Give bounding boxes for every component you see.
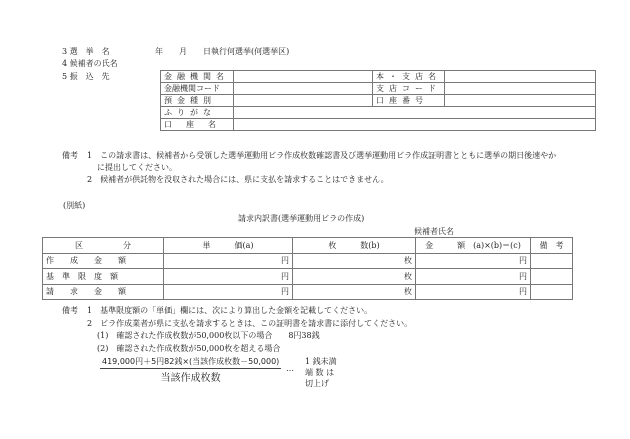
detail-table [42,237,573,300]
bank-table [160,70,596,131]
furigana-field[interactable] [234,107,596,119]
transfer-label: 5 振 込 先 [62,72,110,81]
remarks-cell[interactable] [531,284,573,300]
account-name-field[interactable] [234,119,596,131]
bank-name-field[interactable] [234,71,373,83]
bank-name-label: 金融機関名 [161,71,234,83]
remarks-cell[interactable] [531,253,573,269]
amount-cell[interactable]: 円 [416,253,531,269]
header-count: 枚 数(b) [293,238,416,254]
rounding-note-3: 切上げ [305,379,329,388]
bank-code-label: 金融機関コード [161,83,234,95]
account-number-label: 口座番号 [373,95,445,107]
case-1: (1) 確認された作成枚数が50,000枚以下の場合 8円38銭 [97,331,320,340]
count-cell[interactable]: 枚 [293,253,416,269]
note2-2: 2 ビラ作成業者が県に支払を請求するときは、この証明書を請求書に添付してください。 [87,319,413,328]
notes-head: 備考 [62,151,78,160]
amount-cell[interactable]: 円 [416,269,531,285]
header-category: 区 分 [43,238,164,254]
table-row [43,253,573,269]
table-row [43,284,573,300]
deposit-type-field[interactable] [234,95,373,107]
furigana-label: ふりがな [161,107,234,119]
attachment-label: (別紙) [63,201,86,210]
formula-numerator: 419,000円＋5円82銭×(当該作成枚数－50,000) [100,356,281,369]
bank-code-field[interactable] [234,83,373,95]
formula-ellipsis: … [286,364,294,373]
row-label: 請 求 金 額 [43,284,164,300]
note-1: 1 この請求書は、候補者から受領した選挙運動用ビラ作成枚数確認書及び選挙運動用ビラ作成証明書とともに選挙の期日後速やか [87,151,557,160]
header-remarks: 備 考 [531,238,573,254]
formula-denominator: 当該作成枚数 [160,373,221,384]
amount-cell[interactable]: 円 [416,284,531,300]
notes2-head: 備考 [62,306,78,315]
election-value: 年 月 日執行何選挙(何選挙区) [155,47,290,56]
account-name-label: 口座名 [161,119,234,131]
rounding-note-2: 端 数 は [305,368,335,377]
header-unit-price: 単 価(a) [164,238,293,254]
branch-name-field[interactable] [445,71,596,83]
candidate-label: 4 候補者の氏名 [62,59,118,68]
sub-title: 請求内訳書(選挙運動用ビラの作成) [238,214,365,223]
case-2: (2) 確認された作成枚数が50,000枚を超える場合 [97,344,281,353]
unit-price-cell[interactable]: 円 [164,253,293,269]
note2-1: 1 基準限度額の「単価」欄には、次により算出した金額を記載してください。 [87,306,373,315]
account-number-field[interactable] [445,95,596,107]
table-row [43,269,573,285]
row-label: 基 準 限 度 額 [43,269,164,285]
note-1-cont: に提出してください。 [97,163,177,172]
election-label: 3 選 挙 名 [62,47,110,56]
header-amount: 金 額 (a)×(b)＝(c) [416,238,531,254]
branch-name-label: 本・支店名 [373,71,445,83]
unit-price-cell[interactable]: 円 [164,284,293,300]
formula [100,356,281,384]
rounding-note-1: 1 銭未満 [305,357,337,366]
branch-code-label: 支店コード [373,83,445,95]
note-2: 2 候補者が供託物を没収された場合には、県に支払を請求することはできません。 [87,175,389,184]
count-cell[interactable]: 枚 [293,284,416,300]
row-label: 作 成 金 額 [43,253,164,269]
unit-price-cell[interactable]: 円 [164,269,293,285]
candidate-name-label: 候補者氏名 [414,227,454,236]
branch-code-field[interactable] [445,83,596,95]
count-cell[interactable]: 枚 [293,269,416,285]
remarks-cell[interactable] [531,269,573,285]
deposit-type-label: 預金種別 [161,95,234,107]
